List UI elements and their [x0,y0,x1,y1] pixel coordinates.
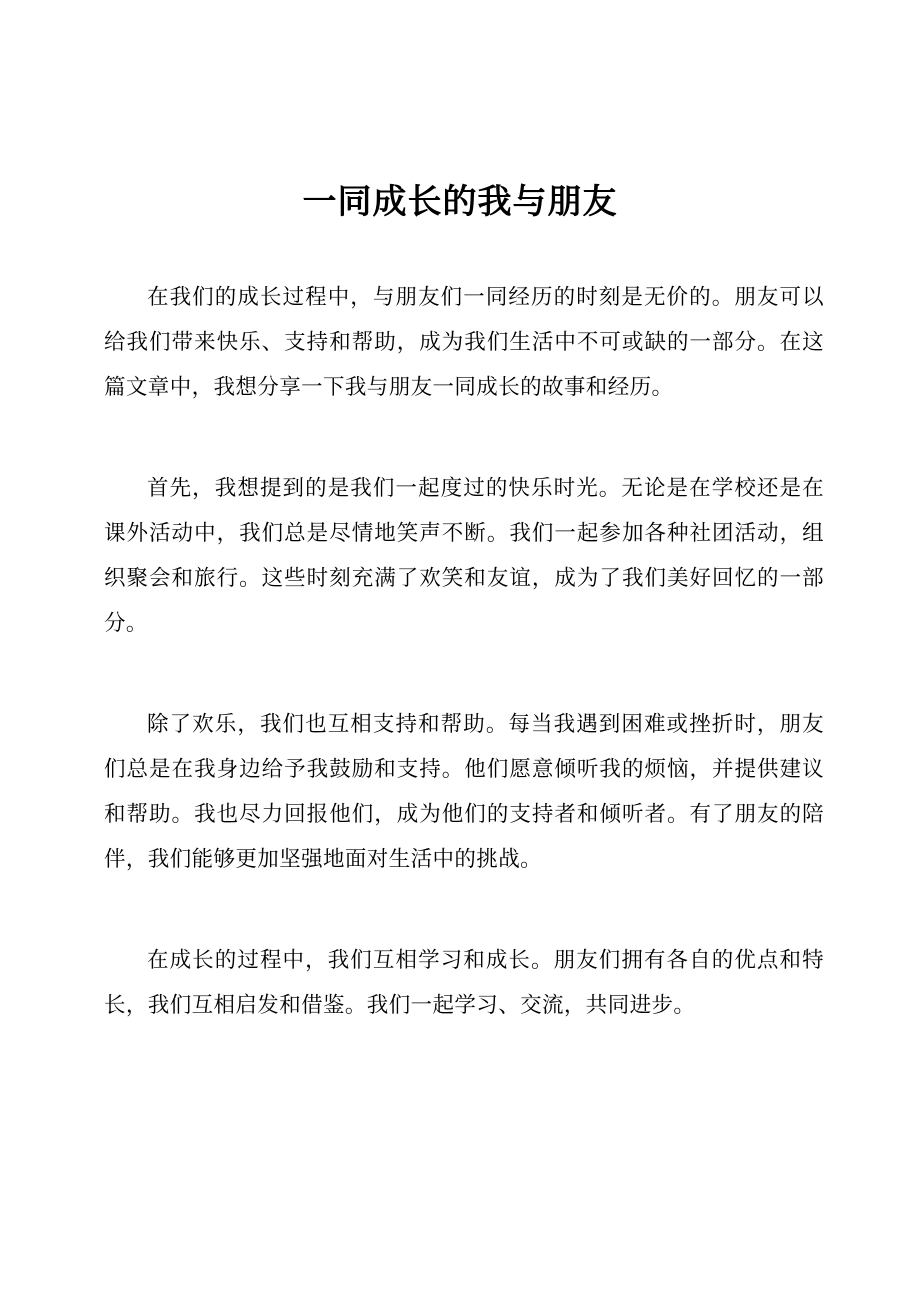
document-body [104,275,824,1084]
paragraph-4: 在成长的过程中，我们互相学习和成长。朋友们拥有各自的优点和特长，我们互相启发和借鉴。我们一起学习、交流，共同进步。 [104,948,824,1018]
paragraph-1: 在我们的成长过程中，与朋友们一同经历的时刻是无价的。朋友可以给我们带来快乐、支持和帮助，成为我们生活中不可或缺的一部分。在这篇文章中，我想分享一下我与朋友一同成长的故事和经历。 [104,285,824,400]
paragraph-2: 首先，我想提到的是我们一起度过的快乐时光。无论是在学校还是在课外活动中，我们总是尽情地笑声不断。我们一起参加各种社团活动，组织聚会和旅行。这些时刻充满了欢笑和友谊，成为了我们美好回忆的一部分。 [104,476,824,636]
paragraph-3: 除了欢乐，我们也互相支持和帮助。每当我遇到困难或挫折时，朋友们总是在我身边给予我鼓励和支持。他们愿意倾听我的烦恼，并提供建议和帮助。我也尽力回报他们，成为他们的支持者和倾听者。有了朋友的陪伴，我们能够更加坚强地面对生活中的挑战。 [104,712,824,872]
document-title: 一同成长的我与朋友 [302,182,618,222]
